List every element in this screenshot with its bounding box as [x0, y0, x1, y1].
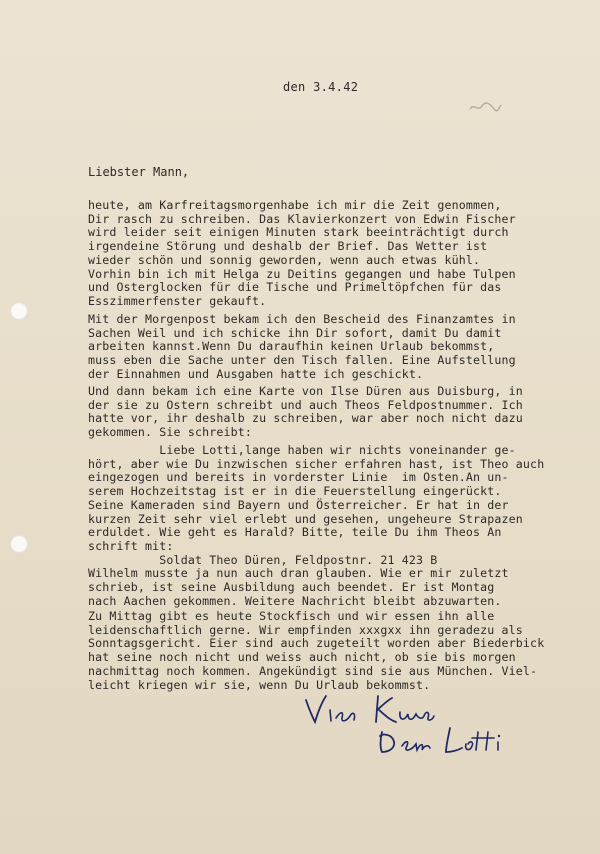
handwritten-signature — [300, 688, 520, 758]
paragraph-3: Und dann bekam ich eine Karte von Ilse Düren aus Duisburg, in der sie zu Ostern schreibt und auch Theos Feldpostnummer. Ich hatte vor, ihr deshalb zu schreiben, war aber noch nicht dazu gekommen. Sie schreibt: — [88, 384, 523, 440]
paragraph-4: Zu Mittag gibt es heute Stockfisch und wir essen ihn alle leidenschaftlich gerne. Wir empfinden xxxgxx ihn geradezu als Sonntagsgericht. Eier sind auch zugeteilt worden aber Biederbick hat seine noch nicht und weiss auch nicht, ob sie bis morgen nachmittag noch kommen. Angekündigt sind sie aus München. Viel- leicht kriegen wir sie, wenn Du Urlaub bekommst. — [88, 609, 545, 692]
paragraph-2: Mit der Morgenpost bekam ich den Bescheid des Finanzamtes in Sachen Weil und ich schicke ihn Dir sofort, damit Du damit arbeiten kannst.Wenn Du daraufhin keinen Urlaub bekommst, muss eben die Sache unter den Tisch fallen. Eine Aufstellung der Einnahmen und Ausgaben hatte ich geschickt. — [88, 312, 516, 381]
faint-stamp-mark — [468, 100, 502, 114]
letter-date: den 3.4.42 — [283, 80, 359, 94]
quoted-card-text: Liebe Lotti,lange haben wir nichts voneinander ge- hört, aber wie Du inzwischen sicher erfahren hast, ist Theo auch eingezogen und bereits in vorderster Linie im Osten.An un- serem Hochzeitstag ist er in die Feuerstellung eingerückt. Seine Kameraden sind Bayern und Österreicher. Er hat in der kurzen Zeit sehr viel erlebt und gesehen, ungeheure Strapazen erduldet. Wie geht es Harald? Bitte, teile Du ihm Theos An schrift mit: Soldat Theo Düren, Feldpostnr. 21 423 B Wilhelm musste ja nun auch dran glauben. Wie er mir zuletzt schrieb, ist seine Ausbildung auch beendet. Er ist Montag nach Aachen gekommen. Weitere Nachricht bleibt abzuwarten. — [88, 443, 545, 608]
punch-hole — [10, 535, 28, 553]
salutation: Liebster Mann, — [88, 165, 190, 179]
punch-hole — [10, 302, 28, 320]
paragraph-1: heute, am Karfreitagsmorgenhabe ich mir die Zeit genommen, Dir rasch zu schreiben. Das Klavierkonzert von Edwin Fischer wird leider seit einigen Minuten stark beeinträchtigt durch irgendeine Störung und deshalb der Brief. Das Wetter ist wieder schön und sonnig geworden, wenn auch etwas kühl. Vorhin bin ich mit Helga zu Deitins gegangen und habe Tulpen und Osterglocken für die Tische und Primeltöpfchen für das Esszimmerfenster gekauft. — [88, 198, 516, 308]
